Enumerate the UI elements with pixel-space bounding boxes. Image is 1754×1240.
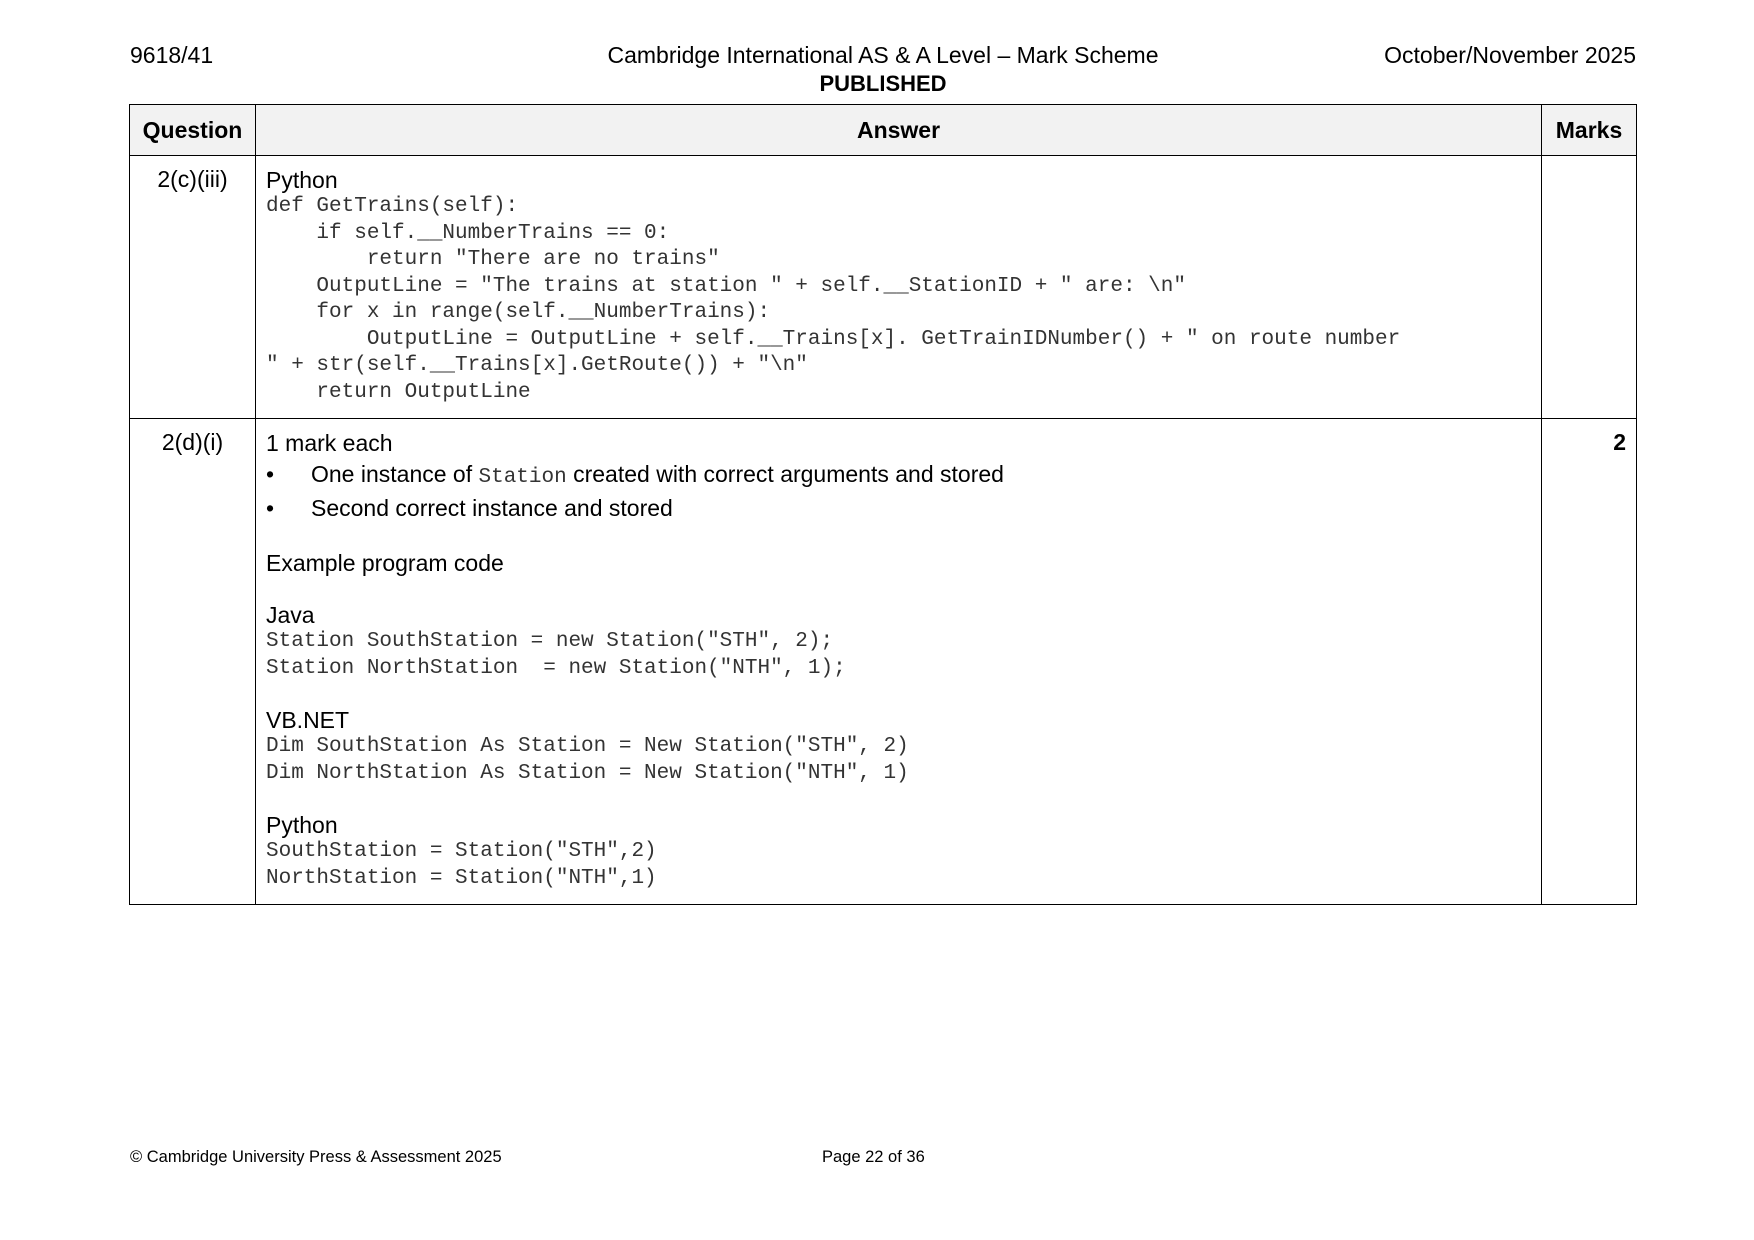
document-title: Cambridge International AS & A Level – Mark Scheme — [607, 42, 1159, 68]
list-item — [266, 459, 1531, 493]
marking-points-list — [266, 459, 1531, 523]
mark-allocation-intro: 1 mark each — [266, 430, 393, 456]
bullet-icon: • — [266, 495, 275, 521]
vbnet-code-block: Dim SouthStation As Station = New Station("STH", 2) Dim NorthStation As Station = New Station("NTH", 1) — [266, 735, 909, 785]
answer-cell — [256, 156, 1542, 419]
language-label-vbnet: VB.NET — [266, 707, 350, 733]
marks-column-header: Marks — [1542, 105, 1637, 156]
list-item — [266, 493, 1531, 523]
page-number: Page 22 of 36 — [822, 1148, 925, 1166]
published-label: PUBLISHED — [819, 71, 947, 96]
paper-code: 9618/41 — [130, 42, 214, 68]
java-code-block: Station SouthStation = new Station("STH", 2); Station NorthStation = new Station("NTH", 1); — [266, 630, 846, 680]
answer-cell — [256, 419, 1542, 905]
exam-session: October/November 2025 — [1384, 42, 1636, 68]
python-code-block: SouthStation = Station("STH",2) NorthStation = Station("NTH",1) — [266, 840, 657, 890]
language-label-python: Python — [266, 812, 338, 838]
marks-value: 2 — [1542, 419, 1637, 905]
table-row — [130, 419, 1637, 905]
marks-value — [1542, 156, 1637, 419]
question-column-header: Question — [130, 105, 256, 156]
answer-column-header: Answer — [256, 105, 1542, 156]
question-number: 2(c)(iii) — [130, 156, 256, 419]
mark-scheme-table — [129, 104, 1637, 905]
table-header-row — [130, 105, 1637, 156]
code-block: def GetTrains(self): if self.__NumberTrains == 0: return "There are no trains" OutputLine = "The trains at station " + self.__StationID + " are: \n" for x in range(self.__NumberTrains): OutputLine = OutputLine + self.__Trains[x]. GetTrainIDNumber() + " on route number " + str(self.__Trains[x].GetRoute()) + "\n" return OutputLine — [266, 195, 1401, 404]
bullet-text-start: One instance of — [311, 461, 479, 487]
question-number: 2(d)(i) — [130, 419, 256, 905]
bullet-icon: • — [266, 461, 275, 487]
copyright-notice: © Cambridge University Press & Assessment 2025 — [130, 1148, 502, 1166]
table-row — [130, 156, 1637, 419]
inline-code: Station — [478, 466, 567, 489]
language-label: Python — [266, 167, 338, 193]
example-code-label: Example program code — [266, 550, 504, 576]
language-label-java: Java — [266, 602, 315, 628]
page-header — [130, 42, 1636, 102]
bullet-text-end: created with correct arguments and stored — [566, 461, 1004, 487]
bullet-text: Second correct instance and stored — [311, 495, 673, 521]
